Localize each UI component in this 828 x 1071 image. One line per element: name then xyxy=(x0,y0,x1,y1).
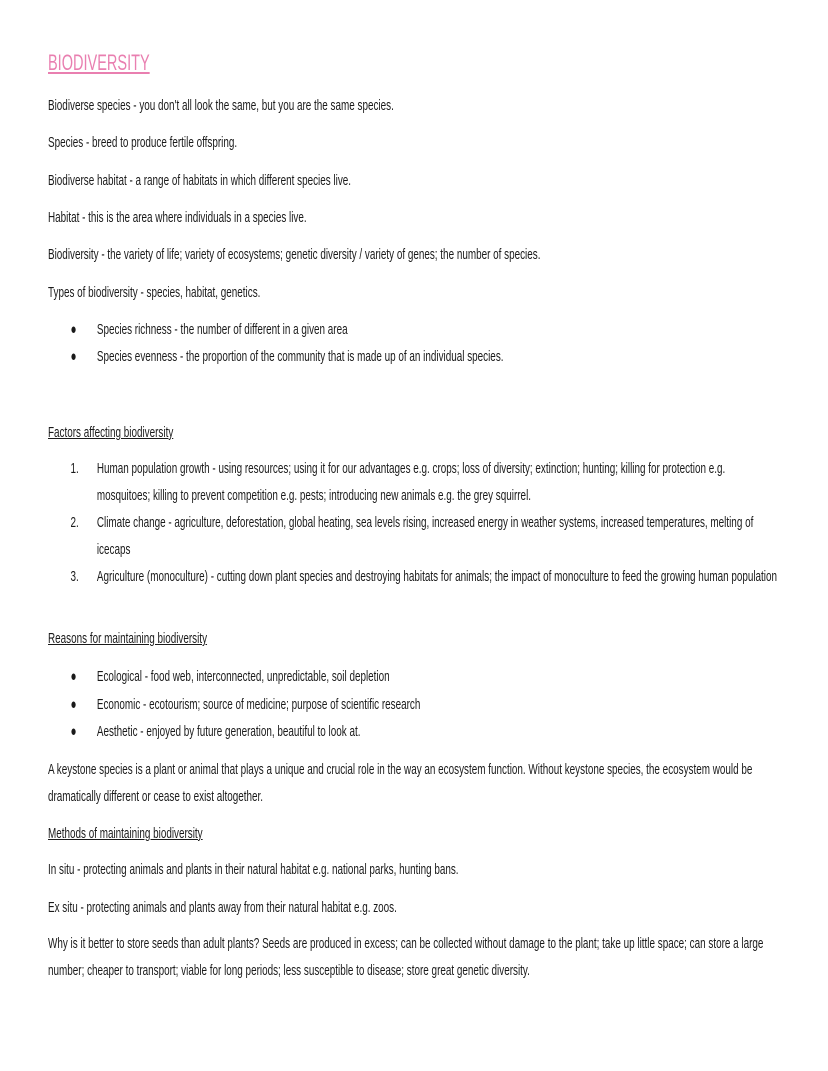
factors-heading: Factors affecting biodiversity xyxy=(48,424,174,441)
list-item-text: Species evenness - the proportion of the community that is made up of an individual species. xyxy=(96,348,504,365)
list-item-text: Aesthetic - enjoyed by future generation, beautiful to look at. xyxy=(96,723,361,740)
bullet-icon: ● xyxy=(70,723,77,740)
bullet-icon: ● xyxy=(70,668,77,685)
definition-biodiverse-species: Biodiverse species - you don't all look the same, but you are the same species. xyxy=(48,97,394,114)
list-number: 2. xyxy=(70,514,79,531)
in-situ-paragraph: In situ - protecting animals and plants in their natural habitat e.g. national parks, hunting bans. xyxy=(48,861,459,878)
list-number: 3. xyxy=(70,568,79,585)
reasons-heading: Reasons for maintaining biodiversity xyxy=(48,630,208,647)
list-item xyxy=(48,455,778,509)
keystone-paragraph: A keystone species is a plant or animal that plays a unique and crucial role in the way an ecosystem function. Without keystone species, the ecosystem would be dramatically different or cease to exist altogether. xyxy=(48,761,753,805)
bullet-icon: ● xyxy=(70,348,77,365)
list-item xyxy=(48,718,778,746)
list-item-text: Species richness - the number of different in a given area xyxy=(96,321,348,338)
definition-species: Species - breed to produce fertile offspring. xyxy=(48,134,238,151)
definition-types: Types of biodiversity - species, habitat, genetics. xyxy=(48,284,261,301)
methods-heading: Methods of maintaining biodiversity xyxy=(48,825,203,842)
list-item xyxy=(48,663,778,691)
list-item xyxy=(48,509,778,563)
list-item-text: Human population growth - using resources; using it for our advantages e.g. crops; loss of diversity; extinction; hunting; killing for protection e.g. mosquitoes; killing to prevent competition e.g. pests; introducing new animals e.g. the grey squirrel. xyxy=(96,460,726,504)
reasons-list xyxy=(48,663,778,746)
list-item xyxy=(48,343,778,370)
seeds-paragraph: Why is it better to store seeds than adult plants? Seeds are produced in excess; can be collected without damage to the plant; take up little space; can store a large number; cheaper to transport; viable for long periods; less susceptible to disease; store great genetic diversity. xyxy=(48,935,764,979)
list-item-text: Agriculture (monoculture) - cutting down plant species and destroying habitats for animals; the impact of monoculture to feed the growing human population xyxy=(96,568,778,585)
ex-situ-paragraph: Ex situ - protecting animals and plants away from their natural habitat e.g. zoos. xyxy=(48,899,397,916)
document-page xyxy=(48,0,778,1071)
list-item xyxy=(48,691,778,719)
types-list xyxy=(48,316,778,370)
list-item xyxy=(48,316,778,343)
factors-list xyxy=(48,455,778,590)
bullet-icon: ● xyxy=(70,321,77,338)
list-item-text: Economic - ecotourism; source of medicine; purpose of scientific research xyxy=(96,695,421,713)
definition-biodiversity: Biodiversity - the variety of life; variety of ecosystems; genetic diversity / variety of genes; the number of species. xyxy=(48,246,541,263)
list-item-text: Ecological - food web, interconnected, unpredictable, soil depletion xyxy=(96,668,390,685)
list-item-text: Climate change - agriculture, deforestation, global heating, sea levels rising, increased energy in weather systems, increased temperatures, melting of icecaps xyxy=(96,514,754,558)
page-title: BIODIVERSITY xyxy=(48,50,150,75)
definition-habitat: Habitat - this is the area where individuals in a species live. xyxy=(48,209,307,226)
bullet-icon: ● xyxy=(70,695,77,713)
list-item xyxy=(48,563,778,590)
list-number: 1. xyxy=(70,460,79,477)
definition-biodiverse-habitat: Biodiverse habitat - a range of habitats in which different species live. xyxy=(48,172,352,189)
